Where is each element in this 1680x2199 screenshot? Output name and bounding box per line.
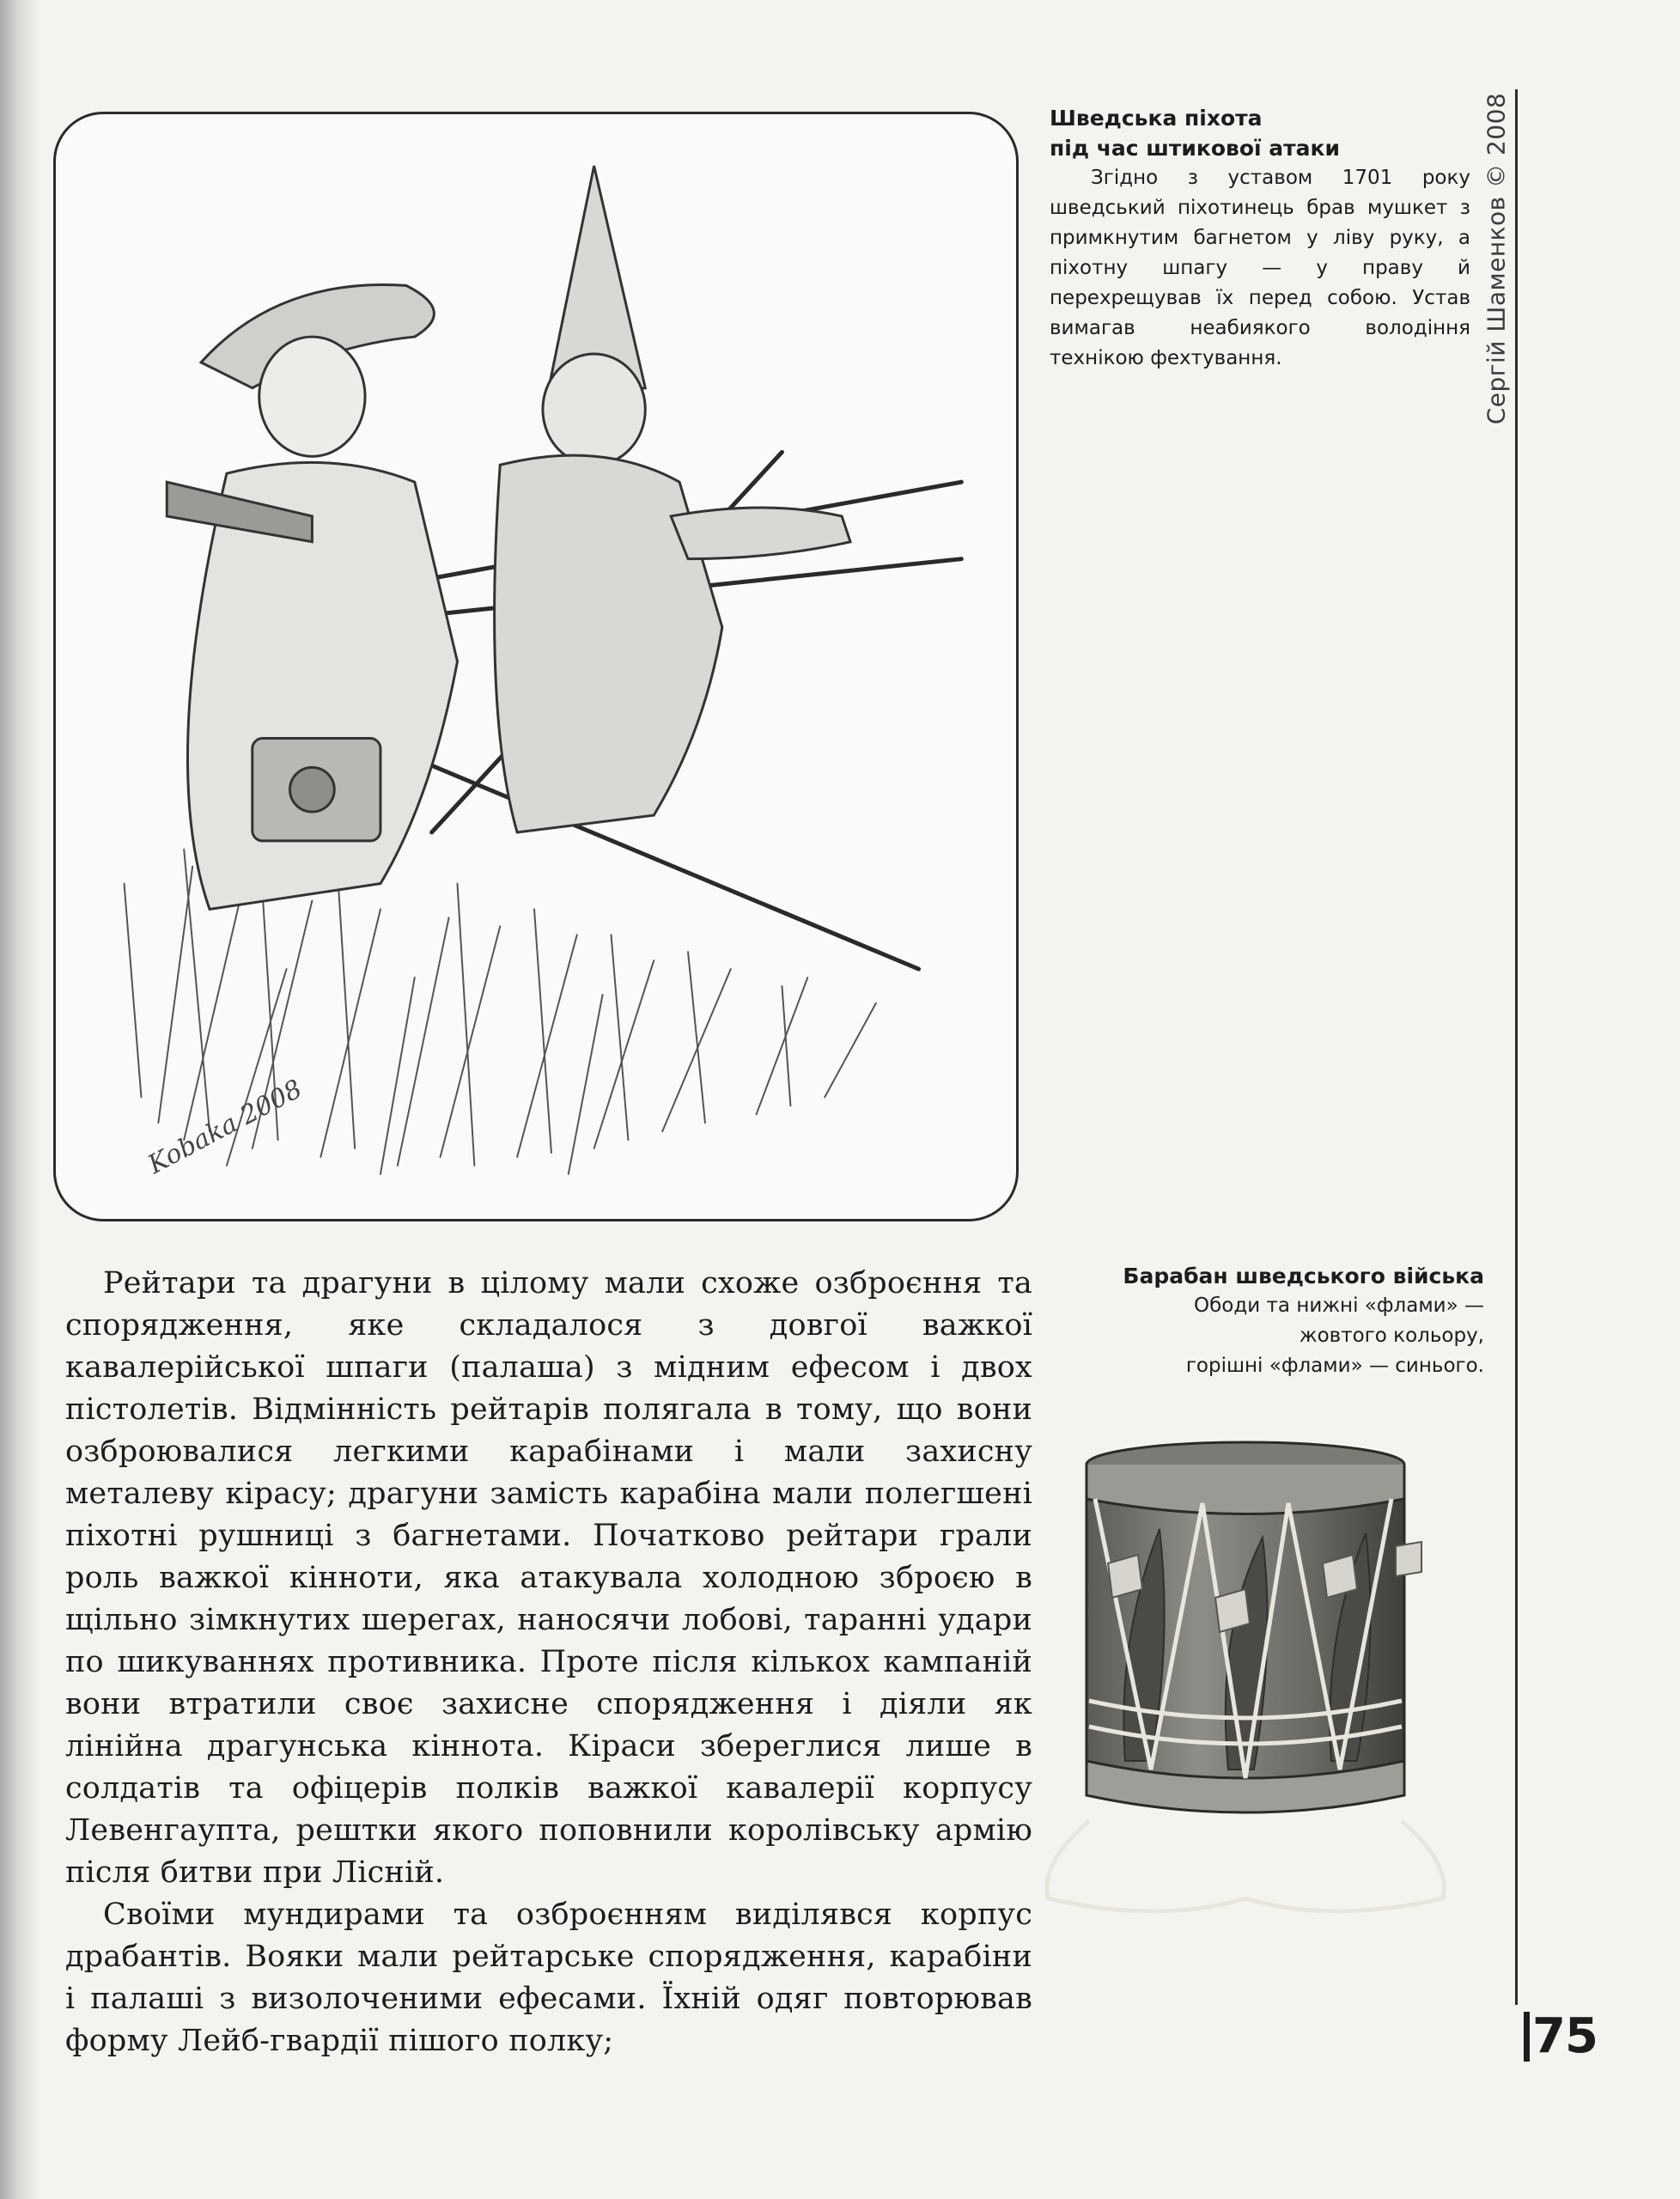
drum-caption: [1013, 1261, 1484, 1381]
page-gutter-shadow: [0, 0, 40, 2199]
main-article-text: [65, 1263, 1032, 2062]
artist-signature: Kobaka 2008: [143, 1074, 307, 1180]
drum-caption-line2: жовтого кольору,: [1299, 1325, 1484, 1347]
drum-photo: [988, 1417, 1503, 1933]
drum-caption-title: Барабан шведського війська: [1123, 1264, 1484, 1288]
infantry-caption: [1050, 103, 1470, 374]
illustration-credit: [1479, 92, 1513, 425]
page-number: 75: [1532, 2008, 1598, 2064]
paragraph-1: Рейтари та драгуни в цілому мали схоже озброєння та спорядження, яке складалося з довгої важкої кавалерійської шпаги (палаша) з мідним ефесом і двох пістолетів. Відмінність рейтарів полягала в тому, що вони озброювалися легкими карабінами і мали захисну металеву кірасу; драгуни замість карабіна мали полегшені піхотні рушниці з багнетами. Початково рейтари грали роль важкої кінноти, яка атакувала холодною зброєю в щільно зімкнутих шерегах, наносячи лобові, таранні удари по шикуваннях противника. Проте після кількох кампаній вони втратили своє захисне спорядження і діяли як лінійна драгунська кіннота. Кіраси збереглися лише в солдатів та офіцерів полків важкої кавалерії корпусу Левенгаупта, рештки якого поповнили королівську армію після битви при Лісній.: [65, 1266, 1032, 1890]
infantry-caption-title-line2: під час штикової атаки: [1050, 136, 1340, 161]
infantry-caption-title-line1: Шведська піхота: [1050, 106, 1263, 131]
drum-caption-line3: горішні «флами» — синього.: [1185, 1355, 1484, 1377]
page-number-bar: [1524, 2012, 1530, 2062]
paragraph-2: Своїми мундирами та озброєнням виділявся корпус драбантів. Вояки мали рейтарське спорядження, карабіни і палаші з визолоченими ефесами. Їхній одяг повторював форму Лейб-гвардії пішого полку;: [65, 1897, 1032, 2058]
drum-caption-line1: Ободи та нижні «флами» —: [1194, 1294, 1484, 1317]
credit-text: Сергій Шаменков © 2008: [1482, 92, 1511, 425]
margin-rule: [1515, 89, 1518, 2005]
infantry-caption-body: Згідно з уставом 1701 року шведський піхотинець брав мушкет з примкнутим багнетом у ліву руку, а піхотну шпагу — у праву й перехрещував їх перед собою. Устав вимагав неабиякого володіння технікою фехтування.: [1050, 167, 1470, 369]
infantry-illustration: [53, 112, 1019, 1221]
